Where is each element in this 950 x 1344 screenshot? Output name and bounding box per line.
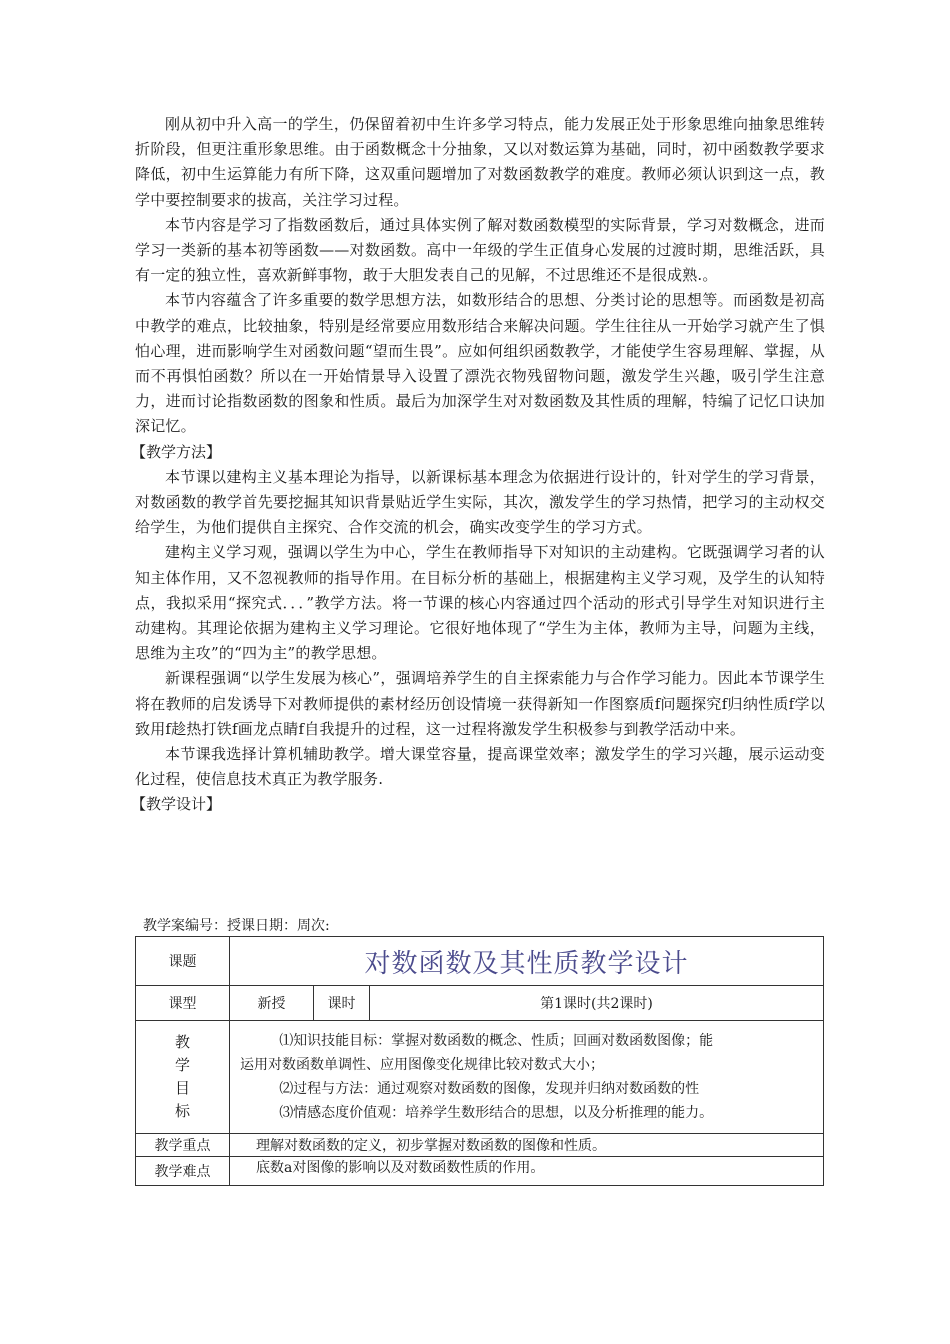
objectives-label-char: 学 xyxy=(174,1056,190,1074)
difficulty-label: 教学难点 xyxy=(136,1157,230,1186)
type-label: 课型 xyxy=(136,986,230,1021)
section-heading-design: 【教学设计】 xyxy=(131,795,222,814)
objective-1: ⑴知识技能目标：掌握对数函数的概念、性质；回画对数函数图像；能 xyxy=(279,1033,714,1049)
objectives-label-char: 目 xyxy=(174,1079,190,1097)
lesson-meta-line: 教学案编号：授课日期：周次: xyxy=(143,918,330,934)
lesson-title: 对数函数及其性质教学设计 xyxy=(230,937,824,986)
hours-label: 课时 xyxy=(314,986,370,1021)
topic-label: 课题 xyxy=(136,937,230,986)
objectives-cell xyxy=(230,1021,824,1134)
paragraph: 建构主义学习观，强调以学生为中心，学生在教师指导下对知识的主动建构。它既强调学习者的认知主体作用，又不忽视教师的指导作用。在目标分析的基础上，根据建构主义学习观，及学生的认知特点，我拟采用“探究式．．．”教学方法。将一节课的核心内容通过四个活动的形式引导学生对知识进行主动建构。其理论依据为建构主义学习理论。它很好地体现了“学生为主体，教师为主导，问题为主线，思维为主攻”的“四为主”的教学思想。 xyxy=(135,543,825,663)
paragraph: 本节课我选择计算机辅助教学。增大课堂容量，提高课堂效率；激发学生的学习兴趣，展示运动变化过程，使信息技术真正为教学服务. xyxy=(135,745,825,789)
type-value: 新授 xyxy=(230,986,314,1021)
objective-3: ⑶情感态度价值观：培养学生数形结合的思想，以及分析推理的能力。 xyxy=(279,1105,714,1121)
paragraph: 本节内容是学习了指数函数后，通过具体实例了解对数函数模型的实际背景，学习对数概念，进而学习一类新的基本初等函数——对数函数。高中一年级的学生正值身心发展的过渡时期，思维活跃，具有一定的独立性，喜欢新鲜事物，敢于大胆发表自己的见解，不过思维还不是很成熟.。 xyxy=(135,215,825,285)
paragraph: 刚从初中升入高一的学生，仍保留着初中生许多学习特点，能力发展正处于形象思维向抽象思维转折阶段，但更注重形象思维。由于函数概念十分抽象，又以对数运算为基础，同时，初中函数教学要求降低，初中生运算能力有所下降，这双重问题增加了对数函数教学的难度。教师必须认识到这一点，教学中要控制要求的拔高，关注学习过程。 xyxy=(135,115,825,209)
key-points-label: 教学重点 xyxy=(136,1134,230,1157)
section-heading-method: 【教学方法】 xyxy=(131,442,222,461)
objectives-label-char: 教 xyxy=(174,1033,190,1051)
difficulty-value: 底数a对图像的影响以及对数函数性质的作用。 xyxy=(230,1157,824,1186)
hours-value: 第1课时(共2课时) xyxy=(370,986,824,1021)
objectives-label xyxy=(136,1021,230,1134)
paragraph: 新课程强调“以学生发展为核心”，强调培养学生的自主探索能力与合作学习能力。因此本节课学生将在教师的启发诱导下对教师提供的素材经历创设情境一获得新知一作图察质f问题探究f归纳性质f学以致用f趁热打铁f画龙点睛f自我提升的过程，这一过程将激发学生积极参与到教学活动中来。 xyxy=(135,669,825,738)
objective-1-cont: 运用对数函数单调性、应用图像变化规律比较对数式大小； xyxy=(240,1057,604,1073)
document-body xyxy=(131,112,825,818)
objective-2: ⑵过程与方法：通过观察对数函数的图像，发现并归纳对数函数的性 xyxy=(279,1081,700,1097)
key-points-value: 理解对数函数的定义，初步掌握对数函数的图像和性质。 xyxy=(230,1134,824,1157)
objectives-label-char: 标 xyxy=(174,1102,190,1120)
lesson-plan-table xyxy=(135,936,824,1186)
paragraph: 本节课以建构主义基本理论为指导，以新课标基本理念为依据进行设计的，针对学生的学习背景，对数函数的教学首先要挖掘其知识背景贴近学生实际，其次，激发学生的学习热情，把学习的主动权交给学生，为他们提供自主探究、合作交流的机会，确实改变学生的学习方式。 xyxy=(135,467,825,537)
paragraph: 本节内容蕴含了许多重要的数学思想方法，如数形结合的思想、分类讨论的思想等。而函数是初高中教学的难点，比较抽象，特别是经常要应用数形结合来解决问题。学生往往从一开始学习就产生了惧怕心理，进而影响学生对函数问题“望而生畏”。应如何组织函数教学，才能使学生容易理解、掌握，从而不再惧怕函数？所以在一开始情景导入设置了漂洗衣物残留物问题，激发学生兴趣，吸引学生注意力，进而讨论指数函数的图象和性质。最后为加深学生对对数函数及其性质的理解，特编了记忆口诀加深记忆。 xyxy=(135,291,825,436)
